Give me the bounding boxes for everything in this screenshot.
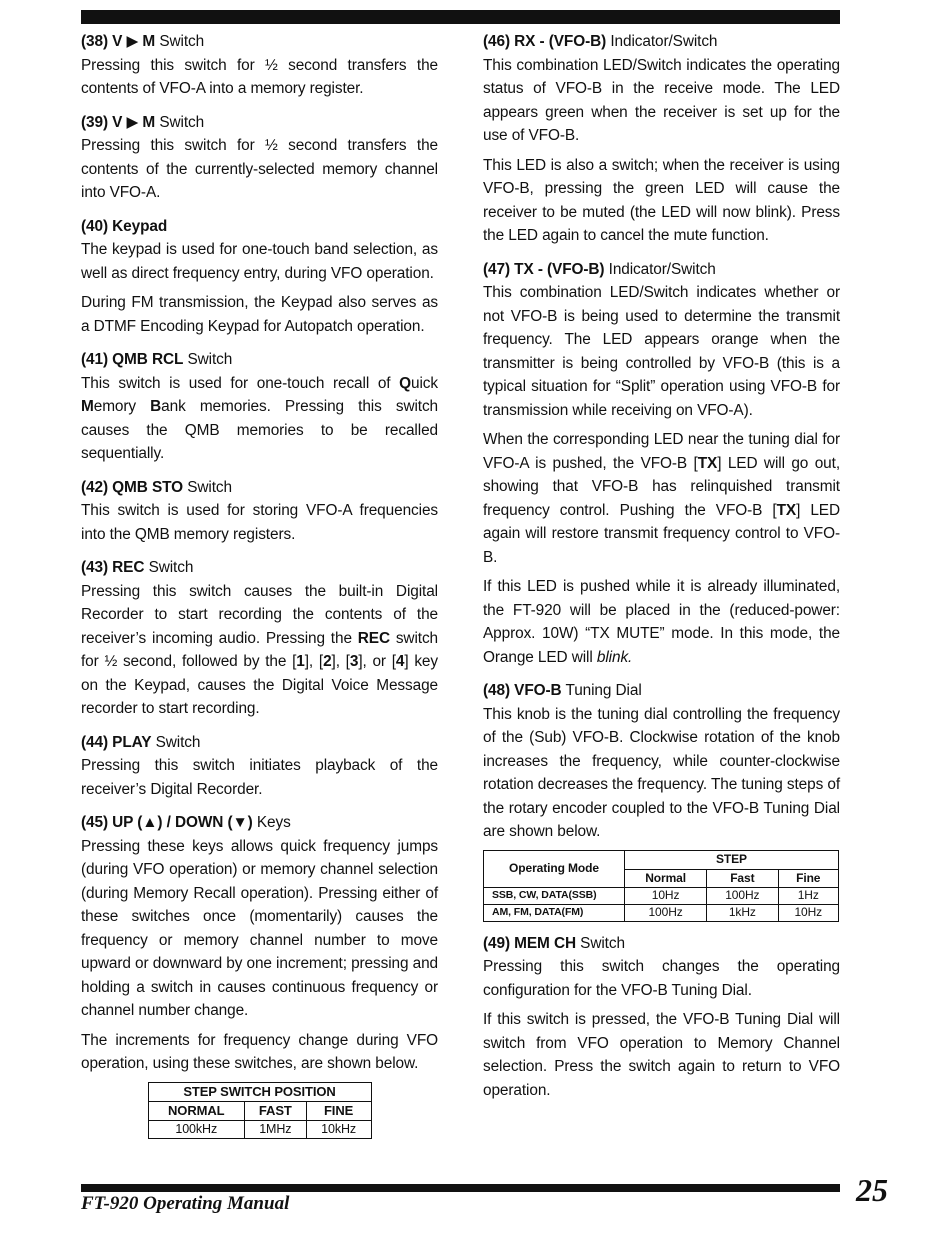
section-heading: (48) VFO-B Tuning Dial	[483, 682, 642, 699]
section-heading: (49) MEM CH Switch	[483, 934, 625, 952]
section-body: Pressing this switch for ½ second transfers the contents of the currently-selected memory channel into VFO-A.	[81, 137, 438, 201]
section-42	[81, 476, 438, 547]
section-body: This knob is the tuning dial controlling the frequency of the (Sub) VFO-B. Clockwise rotation of the knob increases the frequency, while counter-clockwise rotation decreases the frequency. The tuning steps of the rotary encoder coupled to the VFO-B Tuning Dial are shown below.	[483, 705, 840, 840]
section-body: This combination LED/Switch indicates the operating status of VFO-B in the receive mode. The LED appears green when the receiver is set up for the use of VFO-B.	[483, 56, 840, 144]
section-body: When the corresponding LED near the tuning dial for VFO-A is pushed, the VFO-B [TX] LED will go out, showing that VFO-B has relinquished transmit frequency control. Pushing the VFO-B [TX] LED again will restore transmit frequency control to VFO-B.	[483, 431, 840, 566]
section-48	[483, 679, 840, 922]
right-column	[483, 30, 840, 1112]
table-header: Fine	[778, 869, 839, 887]
table-cell: 10Hz	[625, 887, 707, 904]
section-39	[81, 111, 438, 205]
section-body: The keypad is used for one-touch band selection, as well as direct frequency entry, during VFO operation.	[81, 241, 438, 282]
table-header: STEP	[625, 850, 839, 869]
section-47	[483, 258, 840, 670]
page-number: 25	[856, 1172, 888, 1208]
table-cell: 1MHz	[245, 1120, 307, 1138]
table-cell: 1Hz	[778, 887, 839, 904]
table-header: FAST	[245, 1101, 307, 1120]
section-body: This switch is used for storing VFO-A frequencies into the QMB memory registers.	[81, 502, 438, 543]
footer-title: FT-920 Operating Manual	[81, 1193, 290, 1214]
top-rule	[81, 10, 840, 24]
section-body: This switch is used for one-touch recall of Quick Memory Bank memories. Pressing this switch causes the QMB memories to be recalled sequentially.	[81, 374, 439, 462]
section-41	[81, 348, 438, 466]
section-heading: (42) QMB STO Switch	[81, 478, 232, 496]
section-heading: (47) TX - (VFO-B) Indicator/Switch	[483, 260, 716, 278]
table-cell: 100Hz	[707, 887, 778, 904]
table-header: Normal	[625, 869, 707, 887]
section-body: Pressing this switch changes the operating configuration for the VFO-B Tuning Dial.	[483, 958, 840, 999]
table-cell: SSB, CW, DATA(SSB)	[484, 887, 625, 904]
section-body: During FM transmission, the Keypad also serves as a DTMF Encoding Keypad for Autopatch operation.	[81, 294, 438, 335]
step-switch-table	[148, 1082, 372, 1139]
section-heading: (43) REC Switch	[81, 559, 194, 576]
table-header: Fast	[707, 869, 778, 887]
section-heading: (40) Keypad	[81, 217, 168, 235]
section-body: Pressing this switch initiates playback of the receiver’s Digital Recorder.	[81, 757, 438, 798]
table-cell: AM, FM, DATA(FM)	[484, 904, 625, 921]
section-heading: (44) PLAY Switch	[81, 733, 201, 751]
table-row	[484, 887, 839, 904]
section-44	[81, 731, 438, 802]
section-heading: (45) UP (▲) / DOWN (▼) Keys	[81, 814, 291, 831]
section-body: The increments for frequency change during VFO operation, using these switches, are shown below.	[81, 1031, 438, 1072]
section-body: Pressing these keys allows quick frequency jumps (during VFO operation) or memory channel selection (during Memory Recall operation). Pressing either of these switches once (momentarily) causes the frequency or memory channel number to move upward or downward by one increment; pressing and holding a switch in causes continuous frequency or channel number change.	[81, 837, 438, 1019]
section-body: If this LED is pushed while it is already illuminated, the FT-920 will be placed in the (reduced-power: Approx. 10W) “TX MUTE” mode. In this mode, the Orange LED will blink.	[483, 578, 840, 666]
section-heading: (39) V ▶ M Switch	[81, 113, 205, 131]
table-cell: 100kHz	[148, 1120, 245, 1138]
section-49	[483, 932, 840, 1103]
section-38	[81, 30, 438, 101]
section-heading: (38) V ▶ M Switch	[81, 33, 205, 50]
table-header: Operating Mode	[484, 850, 625, 887]
table-cell: 1kHz	[707, 904, 778, 921]
table-row	[484, 904, 839, 921]
section-40	[81, 215, 438, 339]
section-body: This combination LED/Switch indicates whether or not VFO-B is being used to determine the transmit frequency. The LED appears orange when the transmitter is being controlled by VFO-B (this is a typical situation for “Split” operation using VFO-B for transmission while receiving on VFO-A).	[483, 284, 840, 419]
table-header: NORMAL	[148, 1101, 245, 1120]
left-column	[81, 30, 438, 1149]
table-header: FINE	[306, 1101, 371, 1120]
section-43	[81, 556, 438, 721]
section-heading: (41) QMB RCL Switch	[81, 351, 233, 368]
section-body: Pressing this switch causes the built-in Digital Recorder to start recording the contents of the receiver’s incoming audio. Pressing the REC switch for ½ second, followed by the [1], [2], [3], or [4] key on the Keypad, causes the Digital Voice Message recorder to start recording.	[81, 582, 438, 717]
table-cell: 10kHz	[306, 1120, 371, 1138]
tuning-step-table	[483, 850, 839, 922]
section-body: This LED is also a switch; when the receiver is using VFO-B, pressing the green LED will cause the receiver to be muted (the LED will now blink). Press the LED again to cancel the mute function.	[483, 156, 840, 244]
section-46	[483, 30, 840, 248]
section-heading: (46) RX - (VFO-B) Indicator/Switch	[483, 33, 718, 50]
table-cell: 10Hz	[778, 904, 839, 921]
table-cell: 100Hz	[625, 904, 707, 921]
section-body: If this switch is pressed, the VFO-B Tuning Dial will switch from VFO operation to Memory Channel selection. Press the switch again to return to VFO operation.	[483, 1011, 840, 1099]
section-45	[81, 811, 438, 1139]
bottom-rule	[81, 1184, 840, 1192]
section-body: Pressing this switch for ½ second transfers the contents of VFO-A into a memory register.	[81, 56, 438, 97]
table-title: STEP SWITCH POSITION	[148, 1082, 371, 1101]
